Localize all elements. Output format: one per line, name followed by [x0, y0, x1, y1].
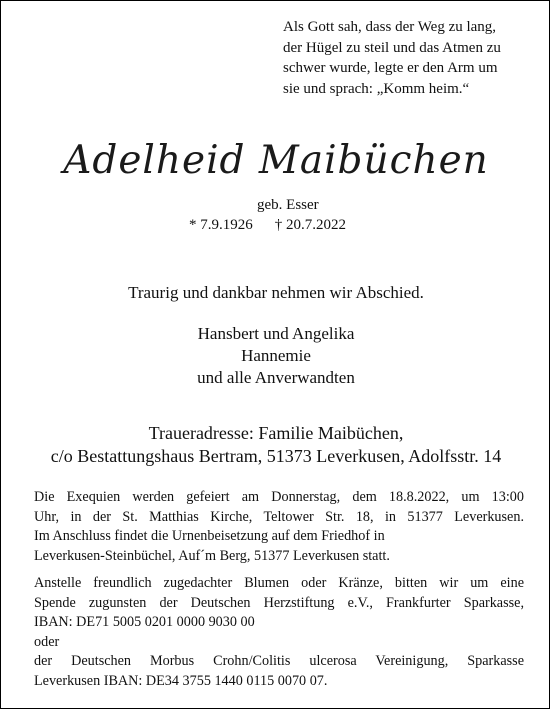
maiden-name: geb. Esser — [257, 197, 319, 213]
donation-iban: IBAN: DE71 5005 0201 0000 9030 00 — [34, 614, 255, 630]
birth-date: * 7.9.1926 — [189, 217, 253, 233]
mourning-address — [1, 422, 550, 468]
donation-line: oder — [34, 633, 60, 650]
service-line: Die Exequien werden gefeiert am Donnerstag, dem 18.8.2022, um 13:00 — [34, 489, 524, 505]
funeral-service-info — [34, 488, 524, 566]
poem-quote — [283, 17, 533, 99]
poem-line: der Hügel zu steil und das Atmen zu — [283, 39, 501, 56]
mourners-list — [1, 323, 550, 389]
farewell-text: Traurig und dankbar nehmen wir Abschied. — [128, 283, 424, 302]
mourner-line: Hansbert und Angelika — [197, 324, 355, 343]
donation-line: Spende zugunsten der Deutschen Herzstiftung e.V., Frankfurter Sparkasse, — [34, 594, 524, 611]
mourner-line: Hannemie — [241, 346, 311, 365]
death-date: † 20.7.2022 — [274, 217, 346, 233]
mourner-line: und alle Anverwandten — [197, 368, 355, 387]
deceased-name: Adelheid Maibüchen — [63, 138, 489, 183]
poem-line: Als Gott sah, dass der Weg zu lang, — [283, 19, 497, 35]
service-line: Leverkusen-Steinbüchel, Auf´m Berg, 51377 Leverkusen statt. — [34, 547, 390, 564]
address-line: c/o Bestattungshaus Bertram, 51373 Leverkusen, Adolfsstr. 14 — [50, 446, 502, 466]
donation-iban: Leverkusen IBAN: DE34 3755 1440 0115 0070 07. — [34, 672, 328, 689]
donation-request — [34, 574, 524, 691]
address-line: Traueradresse: Familie Maibüchen, — [148, 423, 404, 443]
service-line: Uhr, in der St. Matthias Kirche, Teltower Str. 18, in 51377 Leverkusen. — [34, 508, 524, 525]
poem-line: schwer wurde, legte er den Arm um — [283, 60, 498, 76]
donation-line: Anstelle freundlich zugedachter Blumen oder Kränze, bitten wir um eine — [34, 575, 524, 591]
service-line: Im Anschluss findet die Urnenbeisetzung auf dem Friedhof in — [34, 528, 385, 544]
poem-line: sie und sprach: „Komm heim.“ — [283, 80, 470, 97]
donation-line: der Deutschen Morbus Crohn/Colitis ulcerosa Vereinigung, Sparkasse — [34, 653, 524, 669]
life-dates — [189, 217, 346, 234]
